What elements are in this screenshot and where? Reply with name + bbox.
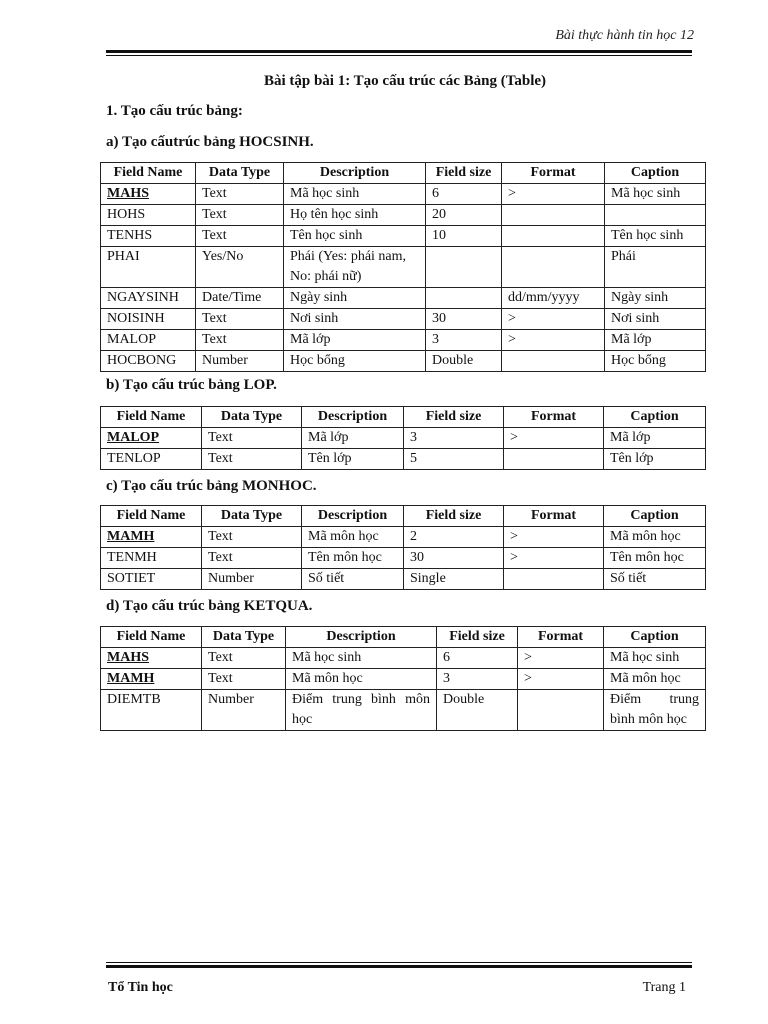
table-row: [101, 548, 706, 569]
caption-cell: Mã lớp: [605, 330, 706, 351]
caption-cell: Tên môn học: [604, 548, 706, 569]
field-name-cell: DIEMTB: [101, 690, 202, 731]
field-name-cell: TENMH: [101, 548, 202, 569]
column-header: Field size: [404, 407, 504, 428]
format-cell: [502, 226, 605, 247]
table-heading-lop: b) Tạo cấu trúc bảng LOP.: [106, 377, 277, 393]
table-row: [101, 330, 706, 351]
format-cell: [504, 449, 604, 470]
data-type-cell: Text: [202, 648, 286, 669]
caption-cell: Tên học sinh: [605, 226, 706, 247]
caption-cell: Phái: [605, 247, 706, 288]
data-type-cell: Text: [202, 428, 302, 449]
table-row: [101, 247, 706, 288]
table-hocsinh: [100, 162, 706, 372]
column-header: Format: [518, 627, 604, 648]
field-name-cell: MAMH: [101, 527, 202, 548]
description-cell: Ngày sinh: [284, 288, 426, 309]
description-cell: Mã lớp: [302, 428, 404, 449]
format-cell: >: [502, 330, 605, 351]
table-row: [101, 288, 706, 309]
description-cell: Học bổng: [284, 351, 426, 372]
field-size-cell: 20: [426, 205, 502, 226]
table-heading-hocsinh: a) Tạo cấutrúc bảng HOCSINH.: [106, 134, 314, 150]
table-row: [101, 205, 706, 226]
field-name-cell: SOTIET: [101, 569, 202, 590]
column-header: Field size: [426, 163, 502, 184]
data-type-cell: Number: [196, 351, 284, 372]
table-monhoc: [100, 505, 706, 590]
column-header: Description: [302, 407, 404, 428]
data-type-cell: Text: [202, 449, 302, 470]
table-header-row: [101, 407, 706, 428]
format-cell: >: [518, 648, 604, 669]
description-cell: Mã học sinh: [286, 648, 437, 669]
format-cell: [504, 569, 604, 590]
column-header: Caption: [605, 163, 706, 184]
format-cell: >: [518, 669, 604, 690]
table-header-row: [101, 627, 706, 648]
table-row: [101, 690, 706, 731]
description-cell: Điểm trung bình môn học: [286, 690, 437, 731]
caption-cell: Điểm trung bình môn học: [604, 690, 706, 731]
description-cell: Tên lớp: [302, 449, 404, 470]
column-header: Field Name: [101, 407, 202, 428]
data-type-cell: Number: [202, 690, 286, 731]
field-name-cell: TENHS: [101, 226, 196, 247]
table-row: [101, 569, 706, 590]
column-header: Data Type: [202, 506, 302, 527]
table-row: [101, 309, 706, 330]
description-cell: Mã lớp: [284, 330, 426, 351]
field-name-cell: NOISINH: [101, 309, 196, 330]
column-header: Field Name: [101, 627, 202, 648]
data-type-cell: Text: [196, 205, 284, 226]
table-heading-monhoc: c) Tạo cấu trúc bảng MONHOC.: [106, 478, 317, 494]
column-header: Caption: [604, 506, 706, 527]
field-name-cell: MALOP: [101, 428, 202, 449]
caption-cell: Ngày sinh: [605, 288, 706, 309]
data-type-cell: Text: [202, 548, 302, 569]
table-row: [101, 184, 706, 205]
header-rule: [106, 50, 692, 56]
caption-cell: Mã học sinh: [604, 648, 706, 669]
column-header: Field size: [437, 627, 518, 648]
format-cell: dd/mm/yyyy: [502, 288, 605, 309]
data-type-cell: Text: [202, 527, 302, 548]
caption-cell: Tên lớp: [604, 449, 706, 470]
format-cell: >: [502, 309, 605, 330]
column-header: Field Name: [101, 506, 202, 527]
table-ketqua: [100, 626, 706, 731]
format-cell: >: [502, 184, 605, 205]
data-type-cell: Text: [196, 309, 284, 330]
field-name-cell: NGAYSINH: [101, 288, 196, 309]
data-type-cell: Yes/No: [196, 247, 284, 288]
table-row: [101, 527, 706, 548]
field-name-cell: MAHS: [101, 648, 202, 669]
table-heading-ketqua: d) Tạo cấu trúc bảng KETQUA.: [106, 598, 313, 614]
column-header: Data Type: [202, 407, 302, 428]
format-cell: [502, 351, 605, 372]
column-header: Format: [502, 163, 605, 184]
format-cell: [502, 247, 605, 288]
field-size-cell: 6: [437, 648, 518, 669]
description-cell: Nơi sinh: [284, 309, 426, 330]
field-size-cell: 5: [404, 449, 504, 470]
field-size-cell: 2: [404, 527, 504, 548]
caption-cell: Nơi sinh: [605, 309, 706, 330]
data-type-cell: Date/Time: [196, 288, 284, 309]
data-type-cell: Text: [196, 330, 284, 351]
field-size-cell: [426, 288, 502, 309]
description-cell: Mã học sinh: [284, 184, 426, 205]
caption-cell: Mã lớp: [604, 428, 706, 449]
description-cell: Mã môn học: [302, 527, 404, 548]
description-cell: Mã môn học: [286, 669, 437, 690]
format-cell: [518, 690, 604, 731]
data-type-cell: Number: [202, 569, 302, 590]
table-row: [101, 648, 706, 669]
description-cell: Số tiết: [302, 569, 404, 590]
field-size-cell: 3: [404, 428, 504, 449]
format-cell: >: [504, 548, 604, 569]
format-cell: >: [504, 428, 604, 449]
field-name-cell: PHAI: [101, 247, 196, 288]
caption-cell: Mã môn học: [604, 527, 706, 548]
table-row: [101, 351, 706, 372]
table-header-row: [101, 163, 706, 184]
footer-rule: [106, 962, 692, 968]
caption-cell: [605, 205, 706, 226]
description-cell: Tên học sinh: [284, 226, 426, 247]
column-header: Field Name: [101, 163, 196, 184]
column-header: Description: [284, 163, 426, 184]
column-header: Caption: [604, 627, 706, 648]
table-row: [101, 226, 706, 247]
column-header: Data Type: [202, 627, 286, 648]
caption-cell: Số tiết: [604, 569, 706, 590]
column-header: Caption: [604, 407, 706, 428]
field-name-cell: TENLOP: [101, 449, 202, 470]
field-name-cell: MAHS: [101, 184, 196, 205]
column-header: Format: [504, 506, 604, 527]
page-header: Bài thực hành tin học 12: [555, 28, 694, 43]
column-header: Description: [286, 627, 437, 648]
field-size-cell: Double: [437, 690, 518, 731]
table-row: [101, 449, 706, 470]
column-header: Format: [504, 407, 604, 428]
field-size-cell: 3: [426, 330, 502, 351]
field-size-cell: 10: [426, 226, 502, 247]
field-name-cell: MAMH: [101, 669, 202, 690]
field-name-cell: HOCBONG: [101, 351, 196, 372]
caption-cell: Mã học sinh: [605, 184, 706, 205]
format-cell: >: [504, 527, 604, 548]
table-row: [101, 669, 706, 690]
data-type-cell: Text: [196, 184, 284, 205]
field-size-cell: Single: [404, 569, 504, 590]
data-type-cell: Text: [202, 669, 286, 690]
section-heading: 1. Tạo cấu trúc bảng:: [106, 103, 243, 119]
description-cell: Họ tên học sinh: [284, 205, 426, 226]
field-size-cell: 30: [404, 548, 504, 569]
description-cell: Tên môn học: [302, 548, 404, 569]
field-size-cell: [426, 247, 502, 288]
caption-cell: Mã môn học: [604, 669, 706, 690]
field-size-cell: 6: [426, 184, 502, 205]
field-size-cell: Double: [426, 351, 502, 372]
table-lop: [100, 406, 706, 470]
column-header: Description: [302, 506, 404, 527]
field-size-cell: 3: [437, 669, 518, 690]
table-row: [101, 428, 706, 449]
data-type-cell: Text: [196, 226, 284, 247]
field-name-cell: MALOP: [101, 330, 196, 351]
column-header: Data Type: [196, 163, 284, 184]
footer-department: Tổ Tin học: [108, 980, 173, 995]
caption-cell: Học bổng: [605, 351, 706, 372]
column-header: Field size: [404, 506, 504, 527]
footer-page-number: Trang 1: [642, 980, 686, 995]
field-name-cell: HOHS: [101, 205, 196, 226]
description-cell: Phái (Yes: phái nam, No: phái nữ): [284, 247, 426, 288]
table-header-row: [101, 506, 706, 527]
document-title: Bài tập bài 1: Tạo cấu trúc các Bảng (Table): [263, 73, 547, 89]
format-cell: [502, 205, 605, 226]
field-size-cell: 30: [426, 309, 502, 330]
